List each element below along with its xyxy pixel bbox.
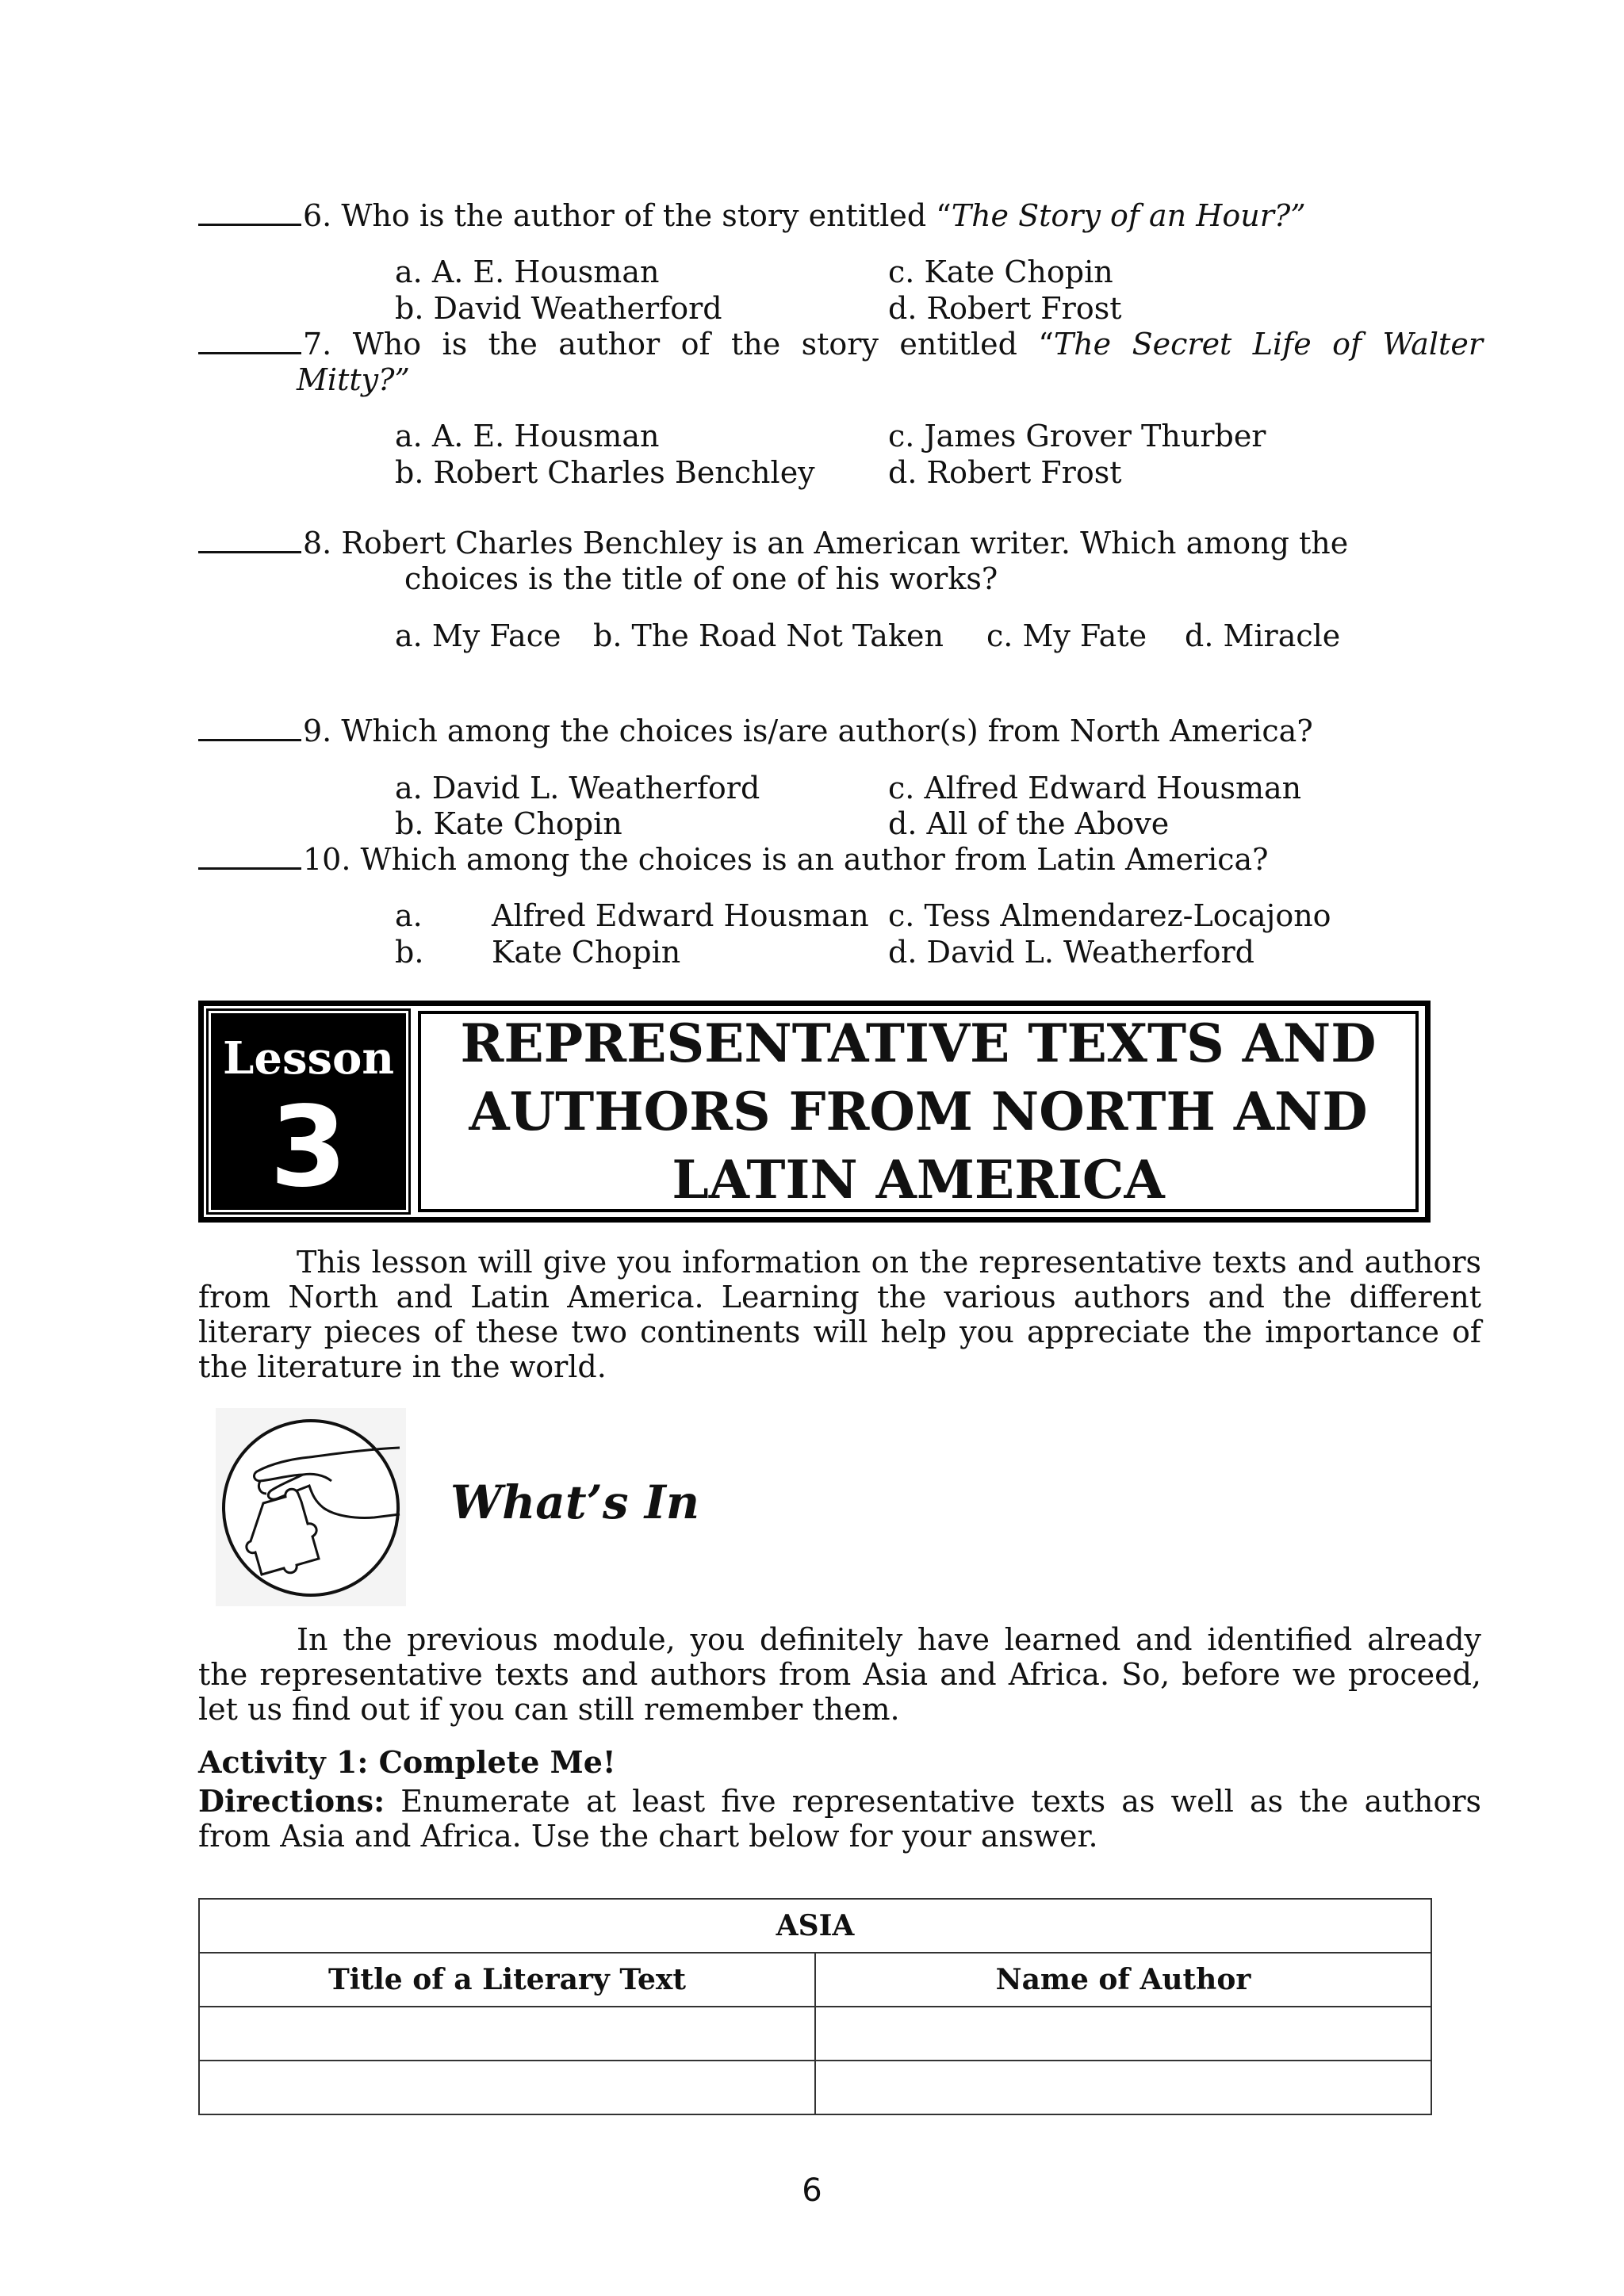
table-row (199, 2061, 1431, 2114)
question-text: Robert Charles Benchley is an American writer. Which among the (341, 526, 1349, 561)
lesson-header (198, 1001, 1431, 1223)
option-d: d. All of the Above (888, 806, 1170, 841)
answer-cell[interactable] (815, 2007, 1431, 2061)
option-d: d. David L. Weatherford (888, 935, 1254, 970)
question-10 (198, 840, 1483, 878)
option-b: Kate Chopin (492, 935, 681, 970)
option-a: Alfred Edward Housman (492, 898, 869, 933)
activity-title: Activity 1: Complete Me! (198, 1744, 616, 1780)
whats-in-title: What’s In (450, 1475, 700, 1529)
option-d: d. Miracle (1185, 618, 1341, 653)
question-8 (198, 524, 1483, 561)
option-c: c. Alfred Edward Housman (888, 771, 1302, 806)
answer-blank[interactable] (198, 325, 301, 354)
option-c: c. Tess Almendarez-Locajono (888, 898, 1331, 933)
question-7 (198, 325, 1483, 362)
lesson-intro-paragraph: This lesson will give you information on the representative texts and authors from North and Latin America. Learning the various authors and the different literary pieces of these two continents will help you appreciate the importance of the literature in the world. (198, 1245, 1481, 1384)
option-a: a. David L. Weatherford (395, 771, 760, 806)
directions-label: Directions: (198, 1783, 385, 1819)
hand-puzzle-piece-icon (216, 1408, 406, 1606)
question-text-italic: The Secret Life of Walter (1053, 327, 1483, 362)
option-b: b. Robert Charles Benchley (395, 455, 815, 490)
lesson-label: Lesson (222, 1032, 395, 1085)
question-number: 10. (303, 842, 351, 877)
answer-blank[interactable] (198, 524, 301, 553)
question-text: Which among the choices is an author from Latin America? (360, 842, 1269, 877)
lesson-title-line: AUTHORS FROM NORTH AND (469, 1081, 1368, 1142)
option-d: d. Robert Frost (888, 291, 1122, 326)
column-header-author: Name of Author (815, 1953, 1431, 2007)
question-text-italic: The Story of an Hour?” (951, 198, 1306, 233)
question-text: Who is the author of the story entitled “ (341, 198, 952, 233)
option-c: c. Kate Chopin (888, 254, 1113, 289)
answer-cell[interactable] (815, 2061, 1431, 2114)
option-c: c. My Fate (986, 618, 1147, 653)
option-b-letter: b. (395, 935, 424, 970)
answer-cell[interactable] (199, 2061, 815, 2114)
question-number: 8. (303, 526, 332, 561)
question-6 (198, 197, 1483, 234)
answer-cell[interactable] (199, 2007, 815, 2061)
activity-directions (198, 1784, 1481, 1854)
question-7-continued (297, 362, 410, 398)
directions-text: Enumerate at least five representative texts as well as the authors from Asia and Africa. Use the chart below for your answer. (198, 1784, 1481, 1854)
asia-answer-table (198, 1898, 1432, 2115)
question-text-italic: Mitty?” (297, 362, 410, 397)
question-9 (198, 712, 1483, 749)
whats-in-paragraph: In the previous module, you definitely have learned and identified already the representative texts and authors from Asia and Africa. So, before we proceed, let us find out if you can still remember them. (198, 1622, 1481, 1727)
table-row (199, 2007, 1431, 2061)
option-b: b. The Road Not Taken (593, 618, 944, 653)
column-header-title: Title of a Literary Text (199, 1953, 815, 2007)
lesson-title-line: LATIN AMERICA (672, 1149, 1165, 1211)
answer-blank[interactable] (198, 712, 301, 741)
option-a-letter: a. (395, 898, 423, 933)
option-a: a. My Face (395, 618, 561, 653)
lesson-title-line: REPRESENTATIVE TEXTS AND (460, 1012, 1377, 1074)
lesson-title (418, 1011, 1419, 1212)
option-b: b. David Weatherford (395, 291, 722, 326)
option-c: c. James Grover Thurber (888, 419, 1266, 453)
question-8-continued: choices is the title of one of his works? (404, 561, 998, 596)
question-text: Who is the author of the story entitled “ (352, 327, 1054, 362)
question-number: 9. (303, 714, 332, 748)
page-number: 6 (802, 2172, 822, 2209)
question-number: 7. (303, 327, 332, 362)
answer-blank[interactable] (198, 197, 301, 226)
answer-blank[interactable] (198, 840, 301, 870)
option-a: a. A. E. Housman (395, 254, 660, 289)
table-heading: ASIA (199, 1899, 1431, 1953)
lesson-badge (209, 1011, 408, 1212)
option-b: b. Kate Chopin (395, 806, 622, 841)
option-d: d. Robert Frost (888, 455, 1122, 490)
option-a: a. A. E. Housman (395, 419, 660, 453)
lesson-number: 3 (270, 1083, 347, 1212)
question-number: 6. (303, 198, 332, 233)
question-text: Which among the choices is/are author(s) from North America? (341, 714, 1313, 748)
